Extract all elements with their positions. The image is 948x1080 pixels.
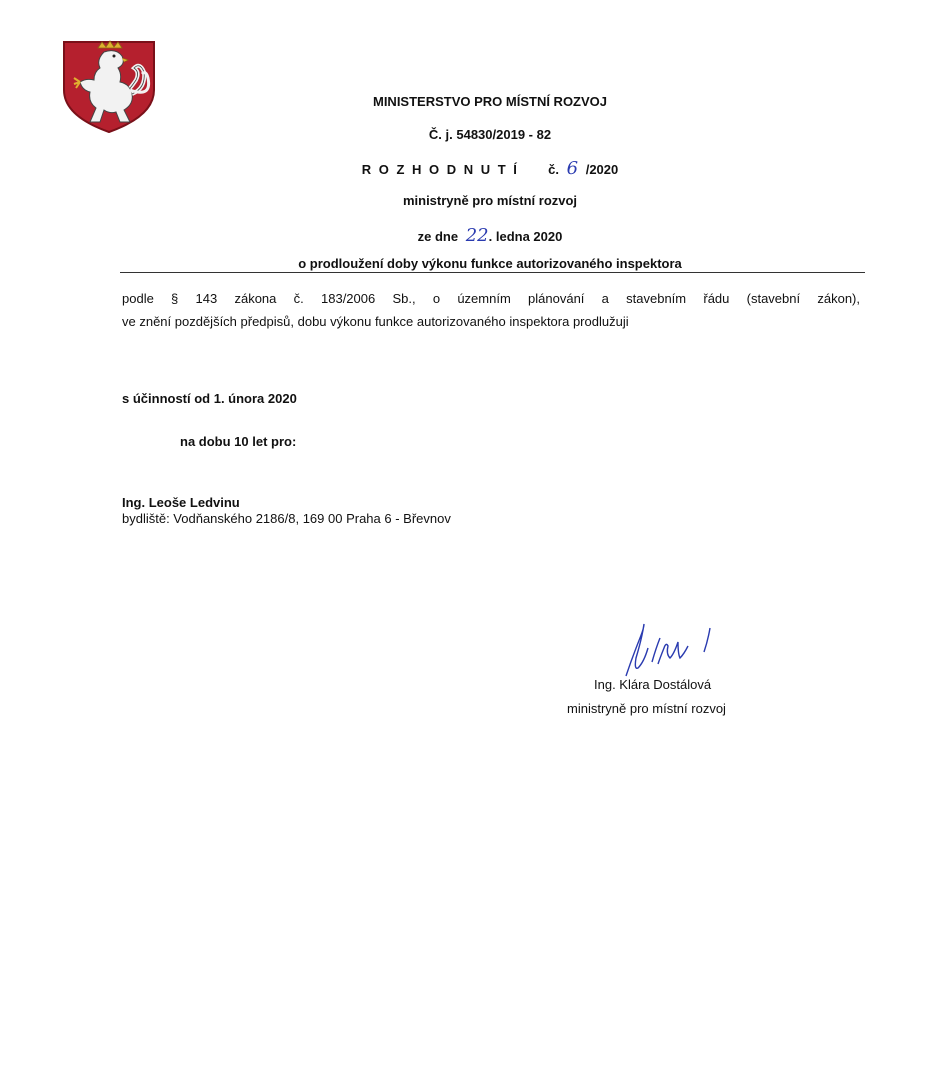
date-suffix: . ledna 2020 [488,229,563,244]
decision-subject: o prodloužení doby výkonu funkce autorizovaného inspektora [298,256,682,271]
paragraph-line-1: podle § 143 zákona č. 183/2006 Sb., o územním plánování a stavebním řádu (stavební zákon), [122,291,860,306]
person-address: bydliště: Vodňanského 2186/8, 169 00 Praha 6 - Břevnov [122,511,451,526]
ministry-name: MINISTERSTVO PRO MÍSTNÍ ROZVOJ [372,94,608,109]
effective-date: s účinností od 1. února 2020 [122,391,297,406]
decision-number-prefix: č. [548,162,559,177]
duration-line: na dobu 10 let pro: [180,434,297,449]
date-day-handwritten: 22 [465,225,489,246]
decision-heading [0,158,948,179]
decision-number-handwritten: 6 [566,158,579,179]
paragraph-line-2: ve znění pozdějších předpisů, dobu výkonu funkce autorizovaného inspektora prodlužuji [122,314,629,329]
signatory-title: ministryně pro místní rozvoj [567,701,726,716]
decision-number-suffix: /2020 [585,162,619,177]
handwritten-signature [622,618,722,682]
decision-date [0,225,948,246]
header-divider [120,272,865,273]
issuer-line: ministryně pro místní rozvoj [402,193,578,208]
coat-of-arms-icon [60,38,158,134]
signatory-name: Ing. Klára Dostálová [594,677,712,692]
reference-number: Č. j. 54830/2019 - 82 [428,127,552,142]
date-prefix: ze dne [417,229,459,244]
person-name: Ing. Leoše Ledvinu [122,495,240,510]
decision-word: R O Z H O D N U T Í [361,162,519,177]
